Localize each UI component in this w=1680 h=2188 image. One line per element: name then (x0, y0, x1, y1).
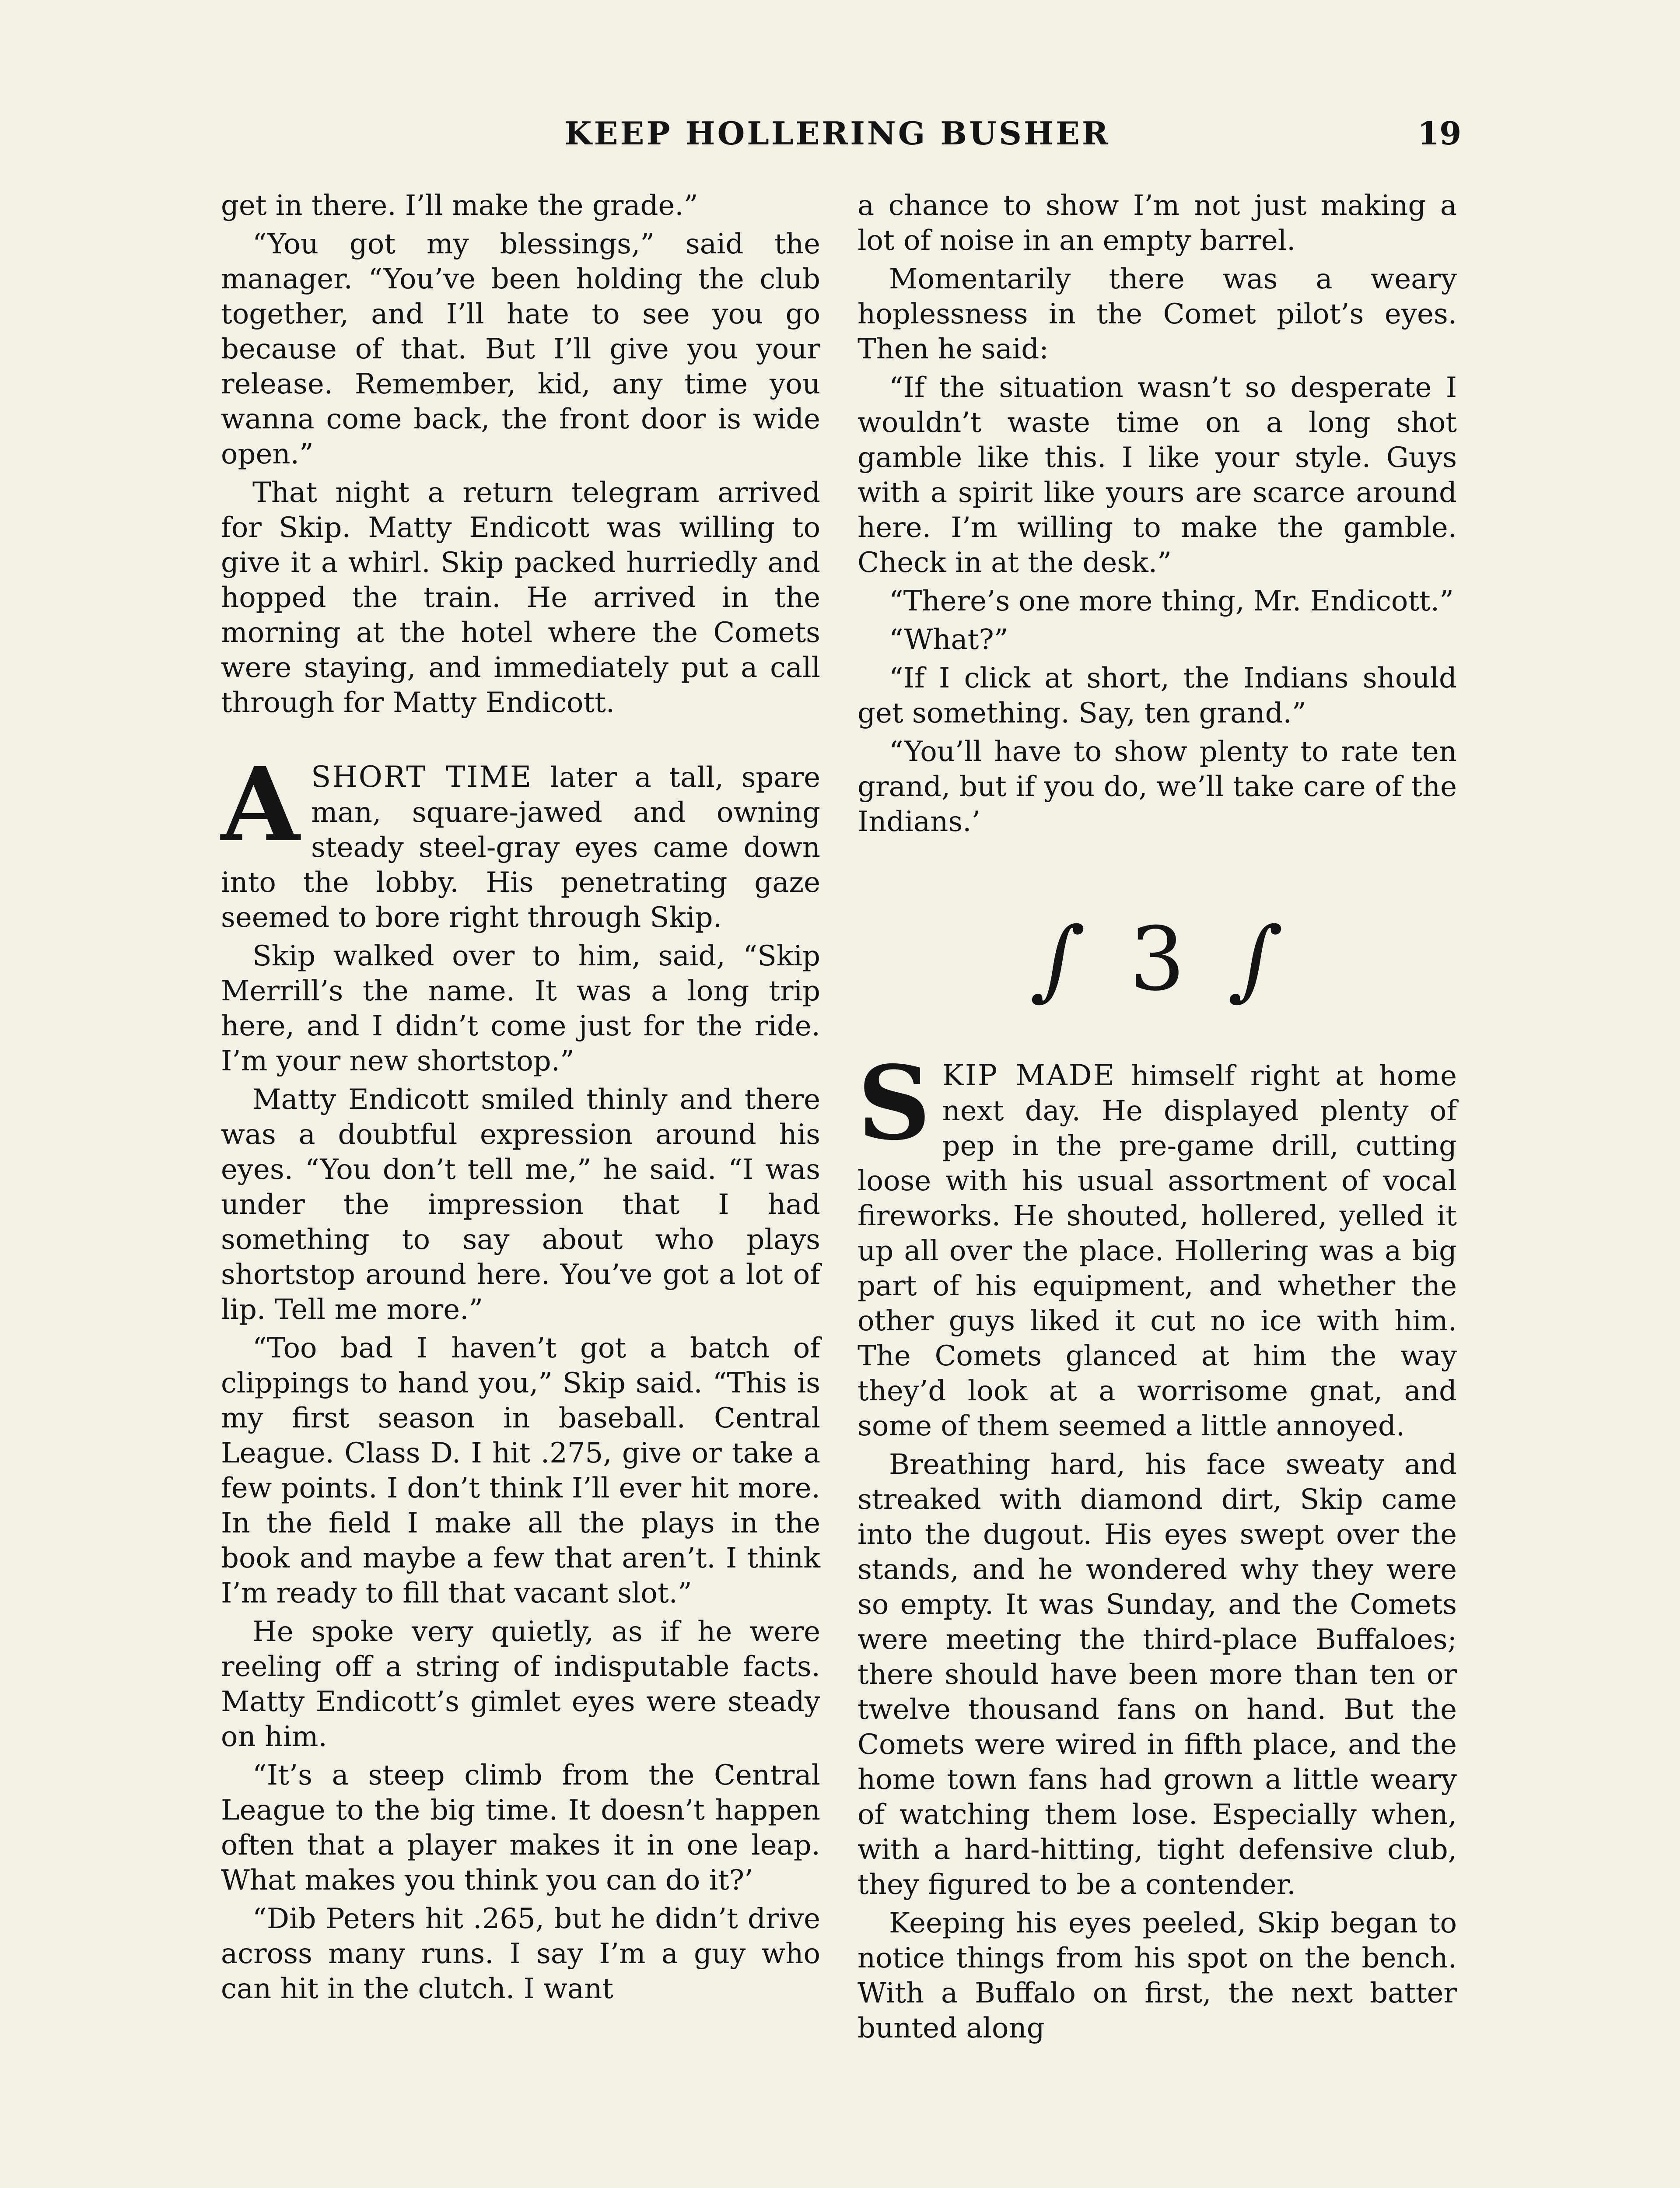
swash-ornament-right: ∫ (1226, 908, 1286, 1010)
paragraph: a chance to show I’m not just making a lot of noise in an empty barrel. (858, 189, 1457, 257)
lead-in-text: SHORT TIME (311, 760, 533, 794)
page-number: 19 (1418, 115, 1462, 152)
paragraph: get in there. I’ll make the grade.” (221, 189, 698, 222)
chapter-opening-paragraph (858, 1043, 1457, 1444)
paragraph: That night a return telegram arrived for Skip. Matty Endicott was willing to give it a whirl. Skip packed hurriedly and hopped the train. He arrived in the morning at the hotel where the Comets were staying, and immediately put a call through for Matty Endicott. (221, 477, 820, 719)
paragraph: “Dib Peters hit .265, but he didn’t drive across many runs. I say I’m a guy who can hit in the clutch. I want (221, 1903, 820, 2005)
paragraph: Skip walked over to him, said, “Skip Merrill’s the name. It was a long trip here, and I didn’t come just for the ride. I’m your new shortstop.” (221, 940, 820, 1077)
paragraph: “If I click at short, the Indians should get something. Say, ten grand.” (858, 662, 1457, 729)
swash-ornament-left: ∫ (1028, 908, 1088, 1010)
paragraph: “You got my blessings,” said the manager. “You’ve been holding the club together, and I’ll hate to see you go because of that. But I’ll give you your release. Remember, kid, any time you wanna come back, the front door is wide open.” (221, 228, 820, 470)
chapter-heading (858, 887, 1457, 1032)
paragraph: “What?” (889, 624, 1008, 656)
paragraph: Breathing hard, his face sweaty and streaked with diamond dirt, Skip came into the dugout. His eyes swept over the stands, and he wondered why they were so empty. It was Sunday, and the Comets were meeting the third-place Buffaloes; there should have been more than ten or twelve thousand fans on hand. But the Comets were wired in fifth place, and the home town fans had grown a little weary of watching them lose. Especially when, with a hard-hitting, tight defensive club, they figured to be a contender. (858, 1448, 1457, 1901)
paragraph: Momentarily there was a weary hoplessness in the Comet pilot’s eyes. Then he said: (858, 263, 1457, 365)
paragraph-text: himself right at home next day. He displayed plenty of pep in the pre-game drill, cutting loose with his usual assortment of vocal fireworks. He shouted, hollered, yelled it up all over the place. Hollering was a big part of his equipment, and whether the other guys liked it cut no ice with him. The Comets glanced at him the way they’d look at a worrisome gnat, and some of them seemed a little annoyed. (858, 1060, 1457, 1442)
paragraph: “There’s one more thing, Mr. Endicott.” (889, 585, 1454, 617)
paragraph: “Too bad I haven’t got a batch of clippings to hand you,” Skip said. “This is my first season in baseball. Central League. Class D. I hit .275, give or take a few points. I don’t think I’ll ever hit more. In the field I make all the plays in the book and maybe a few that aren’t. I think I’m ready to fill that vacant slot.” (221, 1332, 820, 1609)
left-column (221, 188, 820, 2010)
paragraph: Matty Endicott smiled thinly and there was a doubtful expression around his eyes. “You don’t tell me,” he said. “I was under the impression that I had something to say about who plays shortstop around here. You’ve got a lot of lip. Tell me more.” (221, 1083, 820, 1326)
section-opening-paragraph (221, 745, 821, 935)
drop-cap: A (221, 745, 300, 864)
paragraph: “If the situation wasn’t so desperate I wouldn’t waste time on a long shot gamble like this. I like your style. Guys with a spirit like yours are scarce around here. I’m willing to make the gamble. Check in at the desk.” (858, 372, 1457, 579)
drop-cap: S (858, 1043, 931, 1163)
running-head: KEEP HOLLERING BUSHER (564, 115, 1110, 152)
paragraph: “You’ll have to show plenty to rate ten grand, but if you do, we’ll take care of the Indians.’ (858, 736, 1457, 838)
lead-in-text: KIP MADE (942, 1059, 1116, 1092)
paragraph: He spoke very quietly, as if he were reeling off a string of indisputable facts. Matty Endicott’s gimlet eyes were steady on him. (221, 1616, 820, 1753)
paragraph: Keeping his eyes peeled, Skip began to notice things from his spot on the bench. With a Buffalo on first, the next batter bunted along (858, 1907, 1457, 2044)
paragraph-text: later a tall, spare man, square-jawed and owning steady steel-gray eyes came down into the lobby. His penetrating gaze seemed to bore right through Skip. (221, 761, 821, 934)
chapter-number: 3 (1129, 908, 1185, 1010)
right-column (858, 188, 1457, 2049)
paragraph: “It’s a steep climb from the Central League to the big time. It doesn’t happen often that a player makes it in one leap. What makes you think you can do it?’ (221, 1759, 820, 1897)
